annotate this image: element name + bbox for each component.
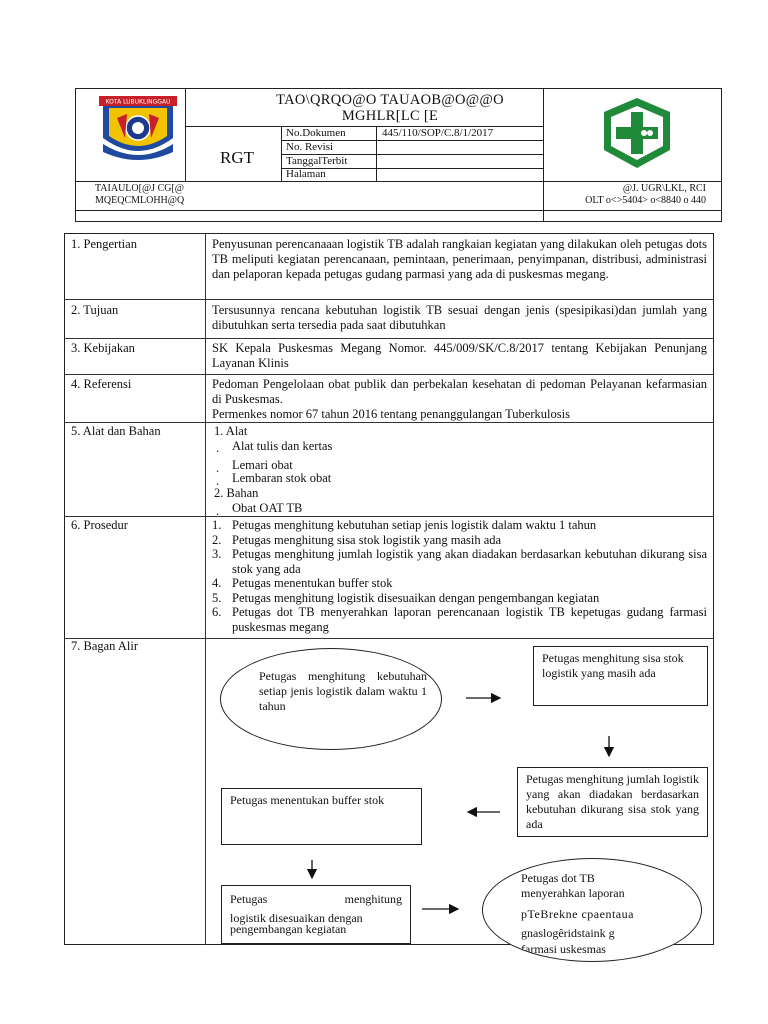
prosedur-step: 1. Petugas menghitung kebutuhan setiap jenis logistik dalam waktu 1 tahun bbox=[212, 518, 597, 532]
bullet: . bbox=[216, 504, 220, 518]
flow-node-1-text: Petugas menghitung kebutuhan setiap jenis logistik dalam waktu 1 tahun bbox=[259, 669, 427, 713]
section-label-prosedur: 6. Prosedur bbox=[71, 518, 128, 532]
section-label-pengertian: 1. Pengertian bbox=[71, 237, 137, 251]
section-label-tujuan: 2. Tujuan bbox=[71, 303, 119, 317]
alat-item: Alat tulis dan kertas bbox=[232, 439, 333, 453]
section-text-pengertian: Penyusunan perencanaaan logistik TB adalah rangkaian kegiatan yang dilakukan oleh petugas dots TB meliputi kegiatan perencanaan, pemintaan, penerimaan, penyimpanan, distribusi, administrasi dan pelaporan kepada petugas gudang parmasi yang ada di puskesmas megang. bbox=[212, 237, 707, 281]
alat-item: Lembaran stok obat bbox=[232, 471, 332, 485]
bullet: . bbox=[216, 474, 220, 488]
prosedur-step: 6. Petugas dot TB menyerahkan laporan perencanaan logistik TB kepetugas gudang farmasi puskesmas megang bbox=[212, 605, 707, 634]
footer-right-line-1: @J. UGR\LKL, RCI bbox=[622, 183, 706, 194]
flow-node-3-text: Petugas menghitung jumlah logistik yang akan diadakan berdasarkan kebutuhan dikurang sisa stok yang ada bbox=[526, 772, 699, 831]
section-text-kebijakan: SK Kepala Puskesmas Megang Nomor. 445/009/SK/C.8/2017 tentang Kebijakan Penunjang Layanan Klinis bbox=[212, 341, 707, 370]
section-label-bagan: 7. Bagan Alir bbox=[71, 639, 139, 653]
title-line-2: MGHLR[LC [E bbox=[341, 108, 439, 124]
no-revisi-label: No. Revisi bbox=[286, 141, 334, 153]
title-line-1: TAO\QRQO@O TAUAOB@O@@O bbox=[276, 92, 504, 108]
bullet: . bbox=[216, 461, 220, 475]
alat-heading: 1. Alat bbox=[214, 424, 248, 438]
bahan-item: Obat OAT TB bbox=[232, 501, 303, 515]
footer-left-line-2: MQEQCMLOHH@Q bbox=[95, 195, 185, 206]
prosedur-step: 5. Petugas menghitung logistik disesuaikan dengan pengembangan kegiatan bbox=[212, 590, 600, 605]
section-label-referensi: 4. Referensi bbox=[71, 377, 132, 391]
flow-node-6-line-5: farmasi uskesmas bbox=[521, 942, 606, 956]
section-label-alat: 5. Alat dan Bahan bbox=[71, 424, 161, 438]
halaman-label: Halaman bbox=[286, 168, 326, 180]
flow-node-4-text: Petugas menentukan buffer stok bbox=[230, 793, 385, 807]
footer-right-line-2: OLT o<>5404> o<8840 o 440 bbox=[585, 195, 706, 206]
seal-caption: KOTA LUBUKLINGGAU bbox=[105, 98, 171, 106]
footer-left-line-1: TAIAULO[@J CG[@ bbox=[95, 183, 184, 194]
bullet: . bbox=[216, 441, 220, 455]
bahan-heading: 2. Bahan bbox=[214, 486, 259, 500]
flow-node-6-line-2: menyerahkan laporan bbox=[521, 886, 625, 900]
section-text-tujuan: Tersusunnya rencana kebutuhan logistik TB sesuai dengan jenis (spesipikasi)dan jumlah yang dibutuhkan serta tersedia pada saat dibutuhkan bbox=[212, 303, 707, 332]
flow-node-6-line-1: Petugas dot TB bbox=[521, 871, 595, 885]
section-text-referensi-1: Pedoman Pengelolaan obat publik dan perbekalan kesehatan di pedoman Pelayanan kefarmasian di Puskesmas. bbox=[212, 377, 707, 406]
prosedur-step: 4. Petugas menentukan buffer stok bbox=[212, 576, 393, 590]
section-label-kebijakan: 3. Kebijakan bbox=[71, 341, 135, 355]
flow-node-2-text: Petugas menghitung sisa stok logistik yang masih ada bbox=[542, 651, 684, 680]
prosedur-step: 3. Petugas menghitung jumlah logistik yang akan diadakan berdasarkan kebutuhan dikurang sisa stok yang ada bbox=[212, 547, 707, 576]
flow-node-6-line-4: gnaslogêridstaink g bbox=[521, 926, 615, 940]
no-dokumen-value: 445/110/SOP/C.8/1/2017 bbox=[382, 127, 494, 139]
flow-node-5-line-1: Petugas menghitung bbox=[230, 892, 402, 906]
tanggal-terbit-label: TanggalTerbit bbox=[286, 155, 348, 167]
flow-node-5-line-2: logistik disesuaikan dengan pengembangan kegiatan bbox=[230, 911, 363, 936]
flow-node-6-line-3: pTeBrekne cpaentaua bbox=[521, 907, 634, 921]
alat-item: Lemari obat bbox=[232, 458, 293, 472]
section-text-referensi-2: Permenkes nomor 67 tahun 2016 tentang penanggulangan Tuberkulosis bbox=[212, 407, 570, 421]
rgt-label: RGT bbox=[220, 148, 254, 167]
no-dokumen-label: No.Dokumen bbox=[286, 127, 346, 139]
prosedur-step: 2. Petugas menghitung sisa stok logistik yang masih ada bbox=[212, 532, 502, 547]
